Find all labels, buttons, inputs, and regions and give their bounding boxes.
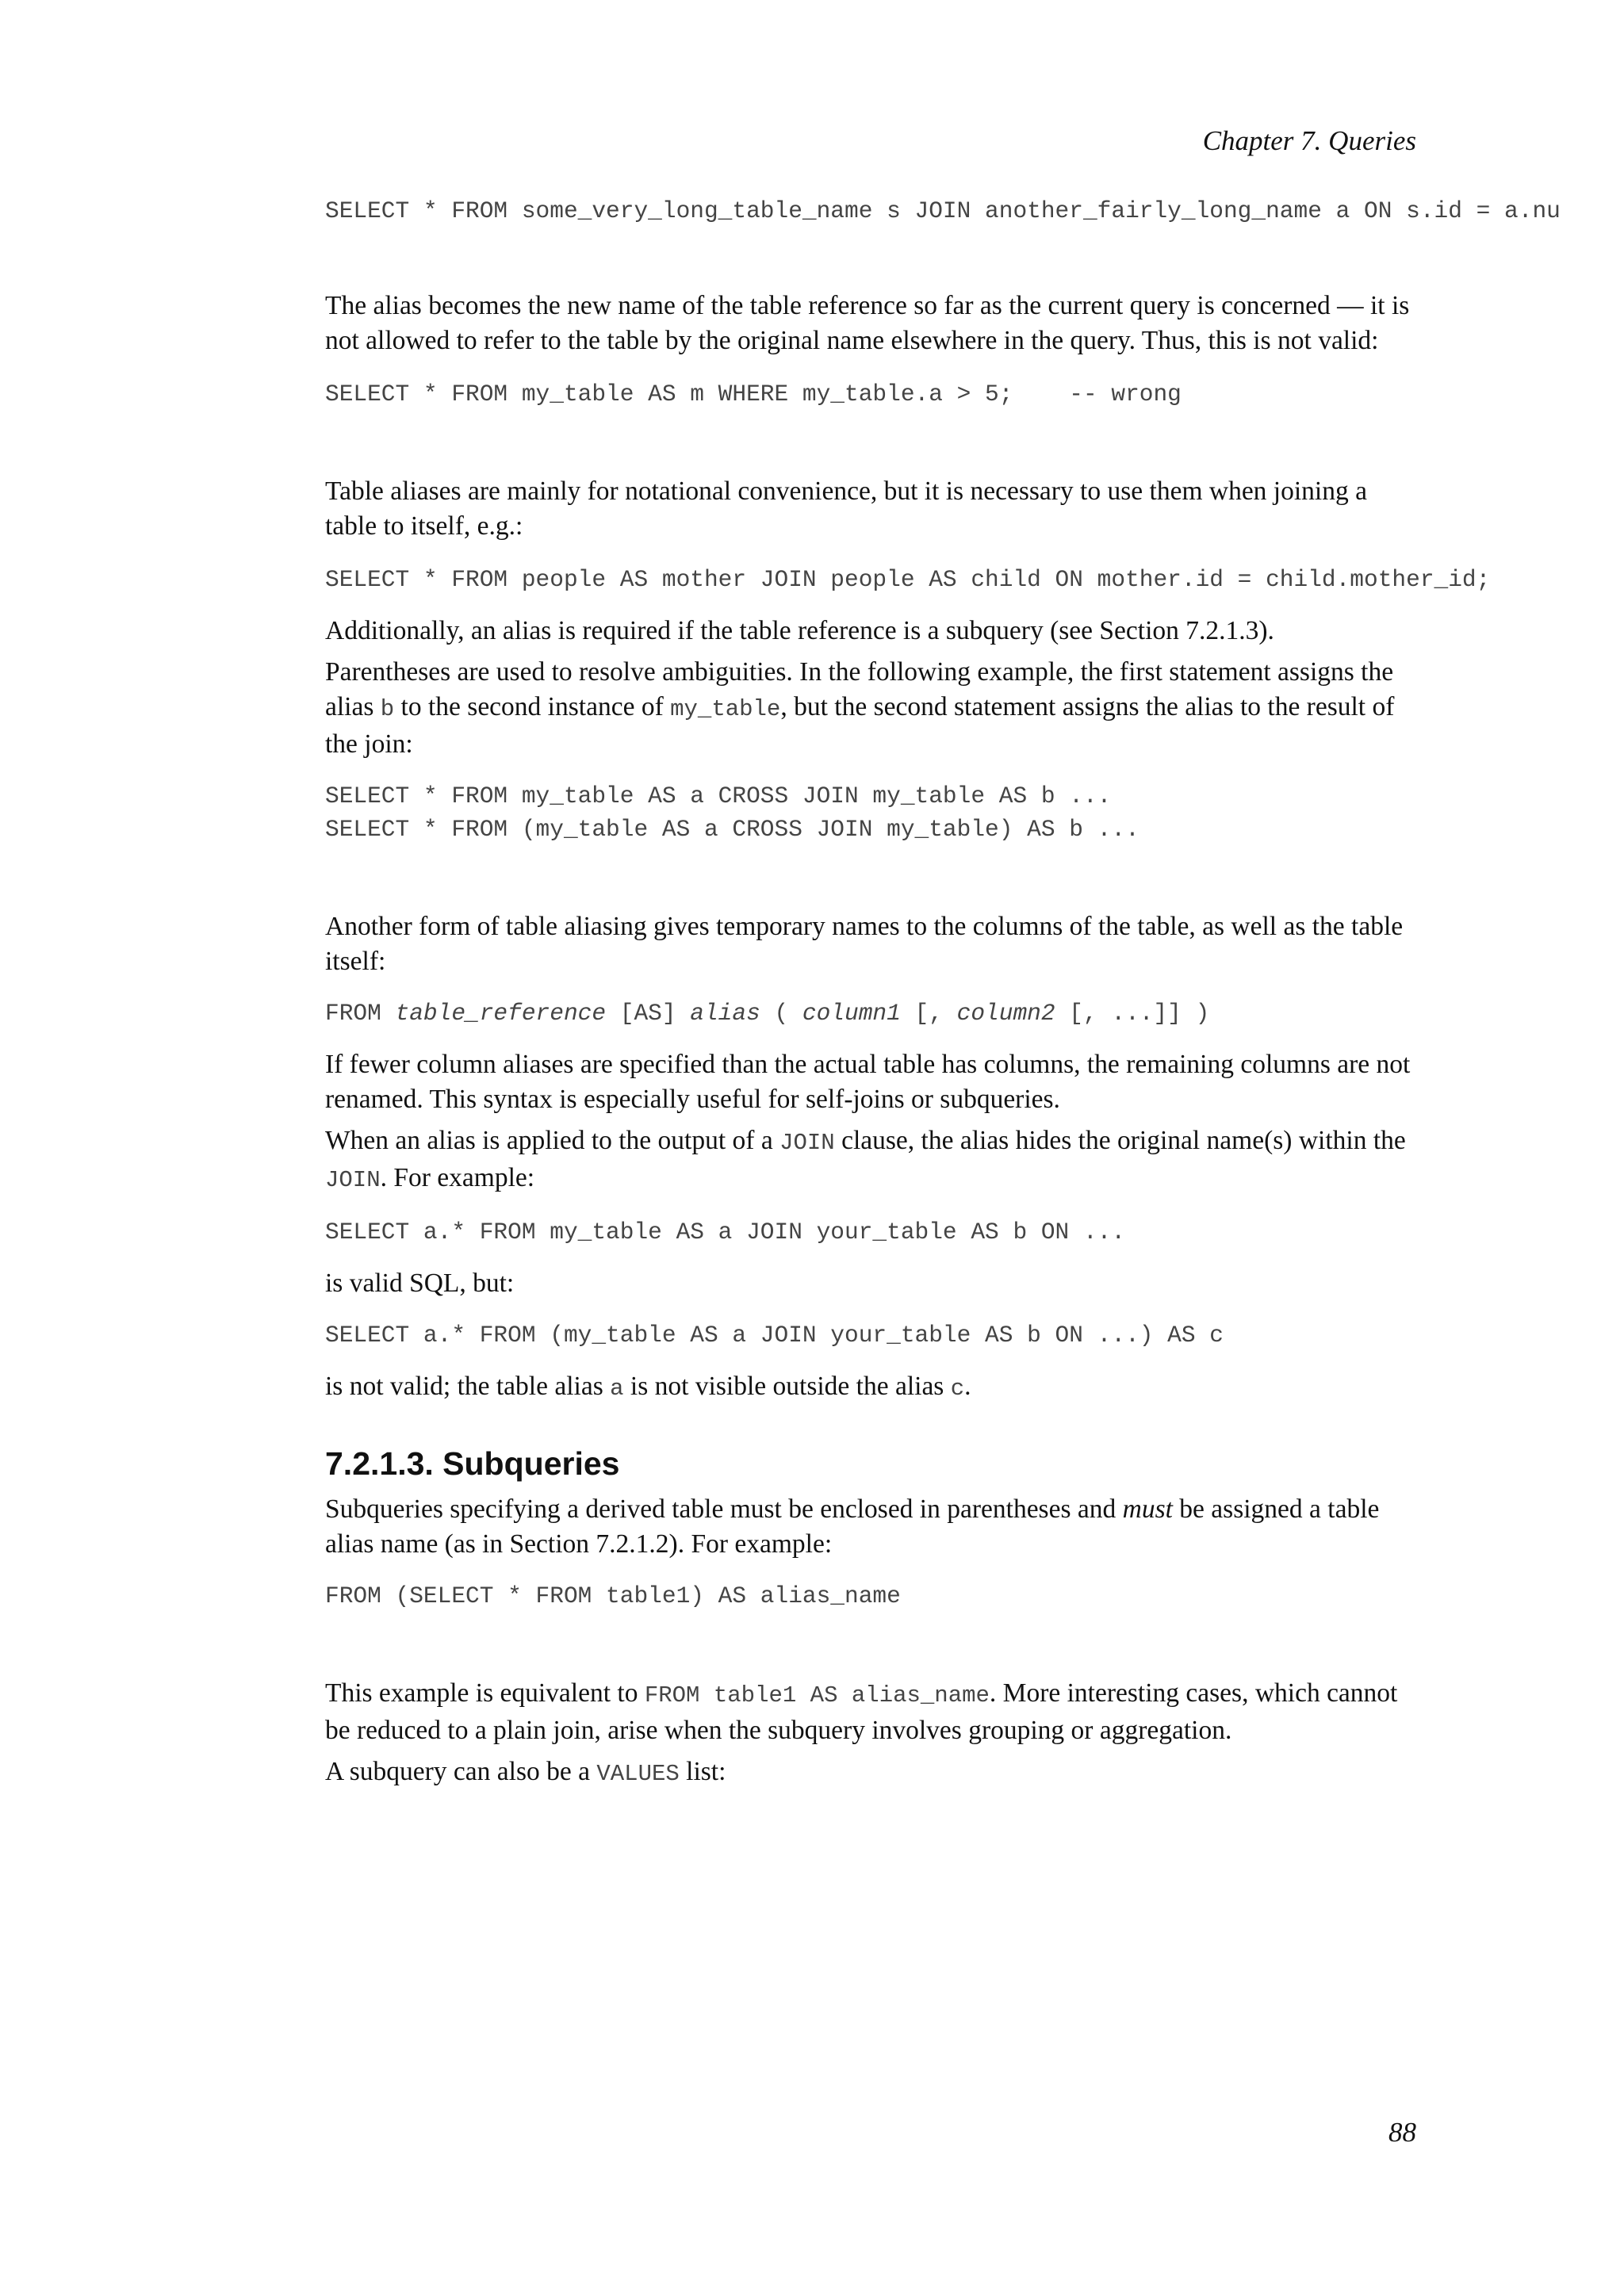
emphasis: must [1122, 1494, 1173, 1524]
text-segment: . More interesting cases, which cannot be reduced to a plain join, arise when the subquery involves grouping or aggregation. [325, 1678, 1398, 1745]
paragraph-fewer-column-aliases: If fewer column aliases are specified than the actual table has columns, the remaining columns are not renamed. This syntax is especially useful for self-joins or subqueries. [325, 1050, 1411, 1114]
inline-code: JOIN [779, 1130, 835, 1156]
text-segment: is not valid; the table alias [325, 1372, 611, 1401]
code-example-subquery: FROM (SELECT * FROM table1) AS alias_name [325, 1582, 901, 1609]
text-segment: Parentheses are used to resolve ambiguities. In the following example, the first statement assigns the alias [325, 657, 1394, 721]
paragraph-values-list [325, 1755, 1416, 1792]
text-segment: be assigned a table alias name (as in Section 7.2.1.2). For example: [325, 1494, 1380, 1559]
text-segment: is not visible outside the alias [623, 1372, 951, 1401]
paragraph-table-aliases: Table aliases are mainly for notational convenience, but it is necessary to use them when joining a table to itself, e.g.: [325, 476, 1367, 541]
code-line: SELECT * FROM my_table AS a CROSS JOIN my_table AS b ... [325, 783, 1112, 809]
text-segment: list: [679, 1757, 726, 1786]
code-example-invalid-join: SELECT a.* FROM (my_table AS a JOIN your_table AS b ON ...) AS c [325, 1322, 1224, 1349]
paragraph-parentheses [325, 655, 1416, 762]
inline-code: FROM table1 AS alias_name [644, 1682, 990, 1709]
code-segment: [, ...]] ) [1055, 1000, 1210, 1027]
code-example-long-join: SELECT * FROM some_very_long_table_name s JOIN another_fairly_long_name a ON s.id = a.nu [325, 197, 1561, 224]
paragraph-column-aliasing: Another form of table aliasing gives temporary names to the columns of the table, as well as the table itself: [325, 912, 1404, 976]
inline-code: VALUES [596, 1761, 680, 1787]
inline-code: b [380, 696, 395, 722]
paragraph-subqueries-intro [325, 1492, 1416, 1562]
text-segment: A subquery can also be a [325, 1757, 597, 1786]
text-segment: . For example: [380, 1163, 535, 1192]
inline-code: my_table [670, 696, 781, 722]
inline-code: JOIN [325, 1167, 381, 1193]
code-placeholder: column1 [802, 1000, 901, 1027]
code-placeholder: table_reference [395, 1000, 607, 1027]
code-example-wrong-alias: SELECT * FROM my_table AS m WHERE my_table.a > 5; -- wrong [325, 381, 1182, 408]
paragraph-subquery-alias-required: Additionally, an alias is required if the table reference is a subquery (see Section 7.2.1.3). [325, 616, 1274, 645]
page-content [325, 194, 1561, 1792]
code-segment: FROM [325, 1000, 396, 1027]
paragraph-alias-new-name: The alias becomes the new name of the table reference so far as the current query is concerned — it is not allowed to refer to the table by the original name elsewhere in the query. Thus, this is not valid: [325, 291, 1410, 355]
paragraph-join-alias [325, 1123, 1416, 1198]
page-number: 88 [1388, 2117, 1416, 2148]
code-line: SELECT * FROM (my_table AS a CROSS JOIN my_table) AS b ... [325, 816, 1139, 843]
paragraph-equivalent [325, 1676, 1416, 1748]
code-segment: [AS] [606, 1000, 691, 1027]
code-placeholder: column2 [956, 1000, 1055, 1027]
code-example-column-alias-syntax [325, 997, 1416, 1030]
text-segment: This example is equivalent to [325, 1678, 645, 1708]
inline-code: a [610, 1376, 624, 1402]
code-placeholder: alias [690, 1000, 760, 1027]
code-segment: ( [760, 1000, 802, 1027]
inline-code: c [950, 1376, 965, 1402]
paragraph-not-valid [325, 1369, 1416, 1406]
text-segment: , but the second statement assigns the alias to the result of the join: [325, 692, 1395, 759]
section-heading-subqueries: 7.2.1.3. Subqueries [325, 1445, 620, 1482]
running-header: Chapter 7. Queries [1202, 125, 1416, 156]
paragraph-valid-sql: is valid SQL, but: [325, 1269, 515, 1298]
code-segment: [, [900, 1000, 957, 1027]
text-segment: When an alias is applied to the output of a [325, 1126, 780, 1155]
code-example-self-join: SELECT * FROM people AS mother JOIN people AS child ON mother.id = child.mother_id; [325, 566, 1491, 593]
code-example-valid-join: SELECT a.* FROM my_table AS a JOIN your_table AS b ON ... [325, 1219, 1126, 1246]
text-segment: Subqueries specifying a derived table must be enclosed in parentheses and [325, 1494, 1123, 1524]
text-segment: to the second instance of [394, 692, 671, 721]
text-segment: clause, the alias hides the original name(s) within the [834, 1126, 1406, 1155]
text-segment: . [964, 1372, 971, 1401]
code-example-cross-join [325, 779, 1416, 846]
